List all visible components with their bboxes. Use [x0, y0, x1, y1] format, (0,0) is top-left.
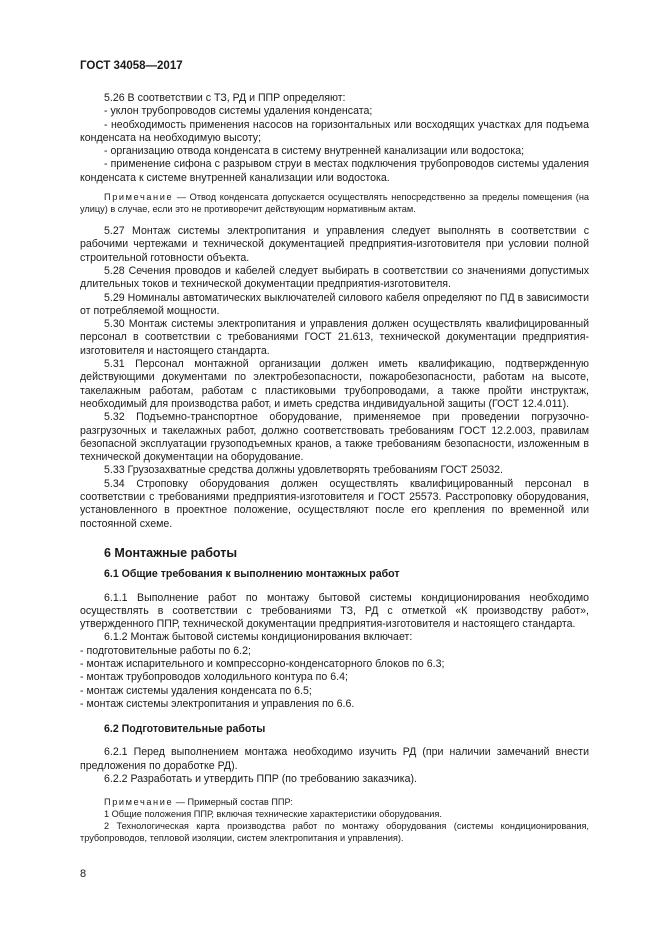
list-item: - монтаж системы удаления конденсата по 6.5;: [80, 684, 312, 697]
note-label: Примечание: [104, 797, 174, 808]
list-item: - монтаж трубопроводов холодильного контура по 6.4;: [80, 671, 348, 684]
page-content: [80, 92, 589, 844]
note: [80, 796, 589, 808]
paragraph-6-2-2: 6.2.2 Разработать и утвердить ППР (по требованию заказчика).: [104, 773, 417, 786]
list-item: - применение сифона с разрывом струи в местах подключения трубопроводов системы удаления конденсата к системе внутренней канализации или водостока.: [80, 158, 589, 184]
paragraph-6-1-2: 6.1.2 Монтаж бытовой системы кондиционирования включает:: [104, 631, 413, 644]
paragraph-5-34: 5.34 Строповку оборудования должен осуществлять квалифицированный персонал в соответствии с требованиями предприятия-изготовителя и ГОСТ 25573. Расстроповку оборудования, установленного в проектное положение, осуществляют после его крепления по временной или постоянной схеме.: [80, 477, 589, 530]
section-title: 6 Монтажные работы: [104, 545, 238, 560]
note-item: 2 Технологическая карта производства работ по монтажу оборудования (системы кондиционирования, трубопроводов, тепловой изоляции, систем электропитания и управления).: [80, 821, 589, 844]
list-item: - монтаж испарительного и компрессорно-конденсаторного блоков по 6.3;: [80, 657, 445, 670]
paragraph-6-2-1: 6.2.1 Перед выполнением монтажа необходимо изучить РД (при наличии замечаний внести предложения по доработке РД).: [80, 746, 589, 772]
list-item: - подготовительные работы по 6.2;: [80, 644, 251, 657]
note-text: — Примерный состав ППР:: [173, 797, 293, 808]
paragraph-5-30: 5.30 Монтаж системы электропитания и управления должен осуществлять квалифицированный персонал в соответствии с требованиями ГОСТ 21.613, технической документации предприятия-изготовителя и настоящего стандарта.: [80, 318, 589, 357]
list-item: - монтаж системы электропитания и управления по 6.6.: [80, 697, 355, 710]
paragraph-5-29: 5.29 Номиналы автоматических выключателей силового кабеля определяют по ПД в зависимости от потребляемой мощности.: [80, 291, 589, 317]
document-header: ГОСТ 34058—2017: [80, 60, 183, 72]
paragraph-5-31: 5.31 Персонал монтажной организации должен иметь квалификацию, подтвержденную действующими документами по электробезопасности, пожаробезопасности, работам на высоте, такелажным работам, работам с пластиковыми трубопроводами, а также пройти инструктаж, необходимый для производства работ, и иметь средства индивидуальной защиты (ГОСТ 12.4.011).: [80, 358, 589, 410]
list-item: - организацию отвода конденсата в систему внутренней канализации или водостока;: [104, 145, 525, 158]
paragraph-5-32: 5.32 Подъемно-транспортное оборудование, применяемое при проведении погрузочно-разгрузочных и такелажных работ, должно соответствовать требованиям ГОСТ 12.2.003, правилам безопасной эксплуатации грузоподъемных кранов, а также требованиям безопасности, изложенным в технической документации на оборудование.: [80, 411, 589, 464]
paragraph-6-1-1: 6.1.1 Выполнение работ по монтажу бытовой системы кондиционирования необходимо осуществлять в соответствии с требованиями ТЗ, РД с отметкой «К производству работ», утвержденного ППР, технической документации предприятия-изготовителя и настоящего стандарта.: [80, 591, 589, 631]
paragraph-5-28: 5.28 Сечения проводов и кабелей следует выбирать в соответствии со значениями допустимых длительных токов и технической документации предприятия-изготовителя.: [80, 264, 589, 291]
list-item: - уклон трубопроводов системы удаления конденсата;: [104, 105, 373, 118]
paragraph-5-33: 5.33 Грузозахватные средства должны удовлетворять требованиям ГОСТ 25032.: [104, 464, 503, 477]
paragraph-5-26: 5.26 В соответствии с ТЗ, РД и ППР определяют:: [104, 92, 346, 104]
note: [80, 191, 589, 215]
note-item: 1 Общие положения ППР, включая технические характеристики оборудования.: [104, 809, 442, 820]
list-item: - необходимость применения насосов на горизонтальных или восходящих участках для подъема конденсата на необходимую высоту;: [80, 118, 589, 144]
paragraph-5-27: 5.27 Монтаж системы электропитания и управления следует выполнять в соответствии с рабочими чертежами и технической документацией предприятия-изготовителя при условии полной строительной готовности объекта.: [80, 225, 589, 264]
note-text: — Отвод конденсата допускается осуществлять непосредственно за пределы помещения (на улицу) в случае, если это не противоречит действующим нормативным актам.: [80, 192, 589, 215]
note-label: Примечание: [104, 192, 174, 203]
subsection-title: 6.1 Общие требования к выполнению монтажных работ: [104, 568, 400, 581]
subsection-title: 6.2 Подготовительные работы: [104, 723, 266, 736]
page-number: 8: [80, 868, 87, 880]
